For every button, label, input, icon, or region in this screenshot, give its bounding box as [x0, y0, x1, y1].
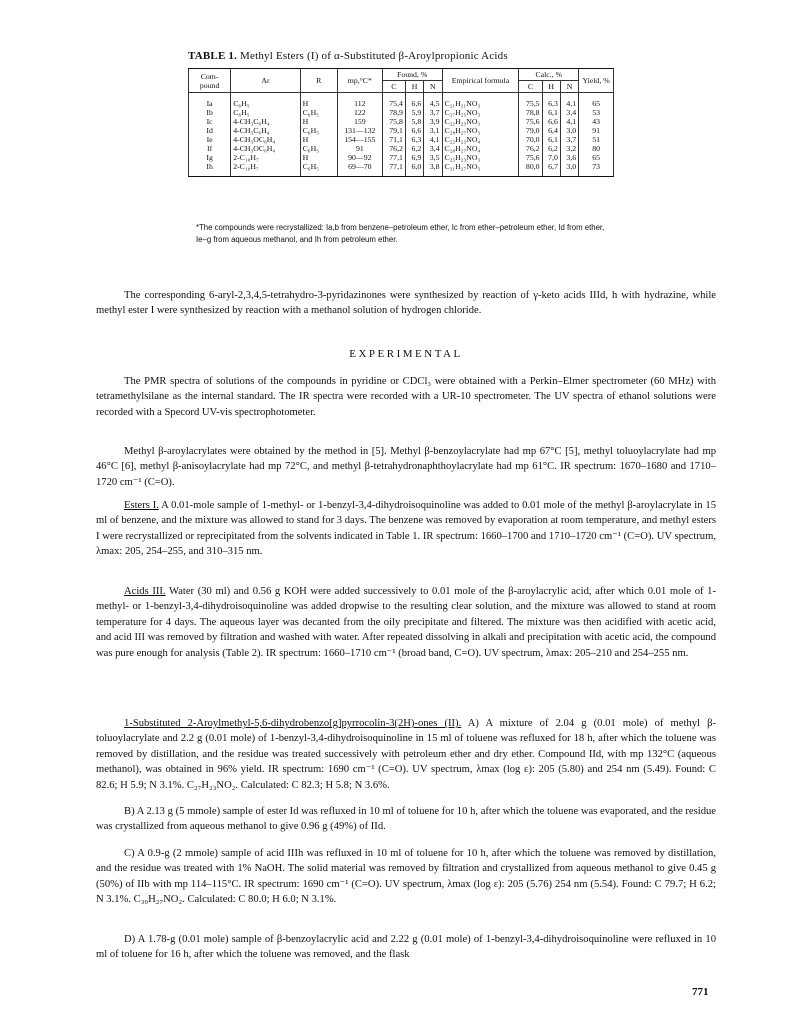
- cell-cc: 78,8: [519, 108, 542, 117]
- header-calc-c: C: [519, 81, 542, 93]
- cell-ar: C₆H₅: [231, 108, 300, 117]
- cell-mp: 69—70: [337, 162, 382, 177]
- table-row: [189, 126, 614, 135]
- cell-cc: 75,5: [519, 93, 542, 109]
- cell-fh: 6,6: [405, 126, 423, 135]
- header-calc-h: H: [542, 81, 560, 93]
- cell-fh: 6,2: [405, 144, 423, 153]
- cell-fn: 4,5: [424, 93, 442, 109]
- cell-fn: 4,1: [424, 135, 442, 144]
- cell-r: H: [300, 93, 337, 109]
- cell-cn: 4,1: [560, 93, 578, 109]
- header-found: Found, %: [382, 69, 442, 81]
- cell-ch: 7,0: [542, 153, 560, 162]
- cell-cn: 3,4: [560, 108, 578, 117]
- table-caption: Methyl Esters (I) of α-Substituted β-Aroylpropionic Acids: [240, 50, 508, 62]
- cell-fc: 79,1: [382, 126, 405, 135]
- cell-fc: 75,8: [382, 117, 405, 126]
- cell-yield: 73: [579, 162, 614, 177]
- cell-ch: 6,2: [542, 144, 560, 153]
- cell-ar: 4-CH₃C₆H₄: [231, 126, 300, 135]
- cell-mp: 112: [337, 93, 382, 109]
- cell-ch: 6,1: [542, 108, 560, 117]
- paragraph-pyrrocolinones: [96, 716, 716, 793]
- header-compound: Com-pound: [189, 69, 231, 93]
- cell-cpd: If: [189, 144, 231, 153]
- header-found-n: N: [424, 81, 442, 93]
- cell-fn: 3,9: [424, 117, 442, 126]
- cell-cc: 79,0: [519, 126, 542, 135]
- pyrrocolinones-subtitle: 1-Substituted 2-Aroylmethyl-5,6-dihydrobenzo[g]pyrrocolin-3(2H)-ones (II).: [124, 718, 462, 729]
- cell-cpd: Ih: [189, 162, 231, 177]
- page-number: 771: [692, 986, 709, 998]
- cell-cpd: Ia: [189, 93, 231, 109]
- paragraph-method-c: C) A 0.9-g (2 mmole) sample of acid IIIh was refluxed in 10 ml of toluene for 10 h, after which the toluene was removed by distillation, and the residue was treated with 1% NaOH. The solid material was removed by filtration and crystallized from aqueous methanol to give 0.45 g (50%) of IIb with mp 114–115°C. IR spectrum: 1690 cm⁻¹ (C=O). UV spectrum, λmax (log ε): 205 (5.76) 254 nm (5.54). Found: C 79.7; H 6.2; N 3.1%. C₃₀H₂₇NO₂. Calculated: C 80.0; H 6.0; N 3.1%.: [96, 848, 716, 906]
- cell-cn: 3,6: [560, 153, 578, 162]
- header-calc: Calc., %: [519, 69, 579, 81]
- table-row: [189, 162, 614, 177]
- cell-fh: 5,8: [405, 117, 423, 126]
- cell-mp: 90—92: [337, 153, 382, 162]
- table-row: [189, 108, 614, 117]
- paragraph-method-b: B) A 2.13 g (5 mmole) sample of ester Id was refluxed in 10 ml of toluene for 10 h, after which the toluene was evaporated, and the residue was crystallized from aqueous methanol to give 0.96 g (49%) of IId.: [96, 806, 716, 833]
- cell-mp: 91: [337, 144, 382, 153]
- cell-yield: 43: [579, 117, 614, 126]
- cell-fn: 3,4: [424, 144, 442, 153]
- cell-r: C₆H₅: [300, 144, 337, 153]
- cell-cc: 80,0: [519, 162, 542, 177]
- table-row: [189, 117, 614, 126]
- table-label: TABLE 1.: [188, 50, 238, 62]
- paragraph-spectra: The PMR spectra of solutions of the compounds in pyridine or CDCl₃ were obtained with a Perkin–Elmer spectrometer (60 MHz) with tetramethylsilane as the internal standard. The IR spectra were recorded with a UR-10 spectrometer. The UV spectra of ethanol solutions were recorded with a Specord UV-vis spectrophotometer.: [96, 376, 716, 418]
- cell-ch: 6,1: [542, 135, 560, 144]
- cell-cn: 3,0: [560, 126, 578, 135]
- cell-fh: 6,6: [405, 93, 423, 109]
- cell-cn: 3,0: [560, 162, 578, 177]
- table-body: [189, 93, 614, 177]
- cell-r: C₆H₅: [300, 162, 337, 177]
- cell-ar: C₆H₅: [231, 93, 300, 109]
- cell-r: C₆H₅: [300, 108, 337, 117]
- header-mp: mp,°C*: [337, 69, 382, 93]
- cell-fn: 3,1: [424, 126, 442, 135]
- cell-fn: 3,5: [424, 153, 442, 162]
- cell-cn: 3,7: [560, 135, 578, 144]
- header-found-c: C: [382, 81, 405, 93]
- cell-cpd: Ig: [189, 153, 231, 162]
- paragraph-esters: [96, 498, 716, 560]
- cell-fc: 77,1: [382, 153, 405, 162]
- header-r: R: [300, 69, 337, 93]
- cell-ch: 6,7: [542, 162, 560, 177]
- cell-fh: 5,9: [405, 108, 423, 117]
- cell-cpd: Ic: [189, 117, 231, 126]
- paragraph-acrylates: Methyl β-aroylacrylates were obtained by the method in [5]. Methyl β-benzoylacrylate had mp 67°C [5], methyl toluoylacrylate had mp 46°C [6], methyl β-anisoylacrylate had mp 72°C, and methyl β-tetrahydronaphthoylacrylate had mp 61°C. IR spectrum: 1670–1680 and 1710–1720 cm⁻¹ (C=O).: [96, 446, 716, 488]
- cell-ch: 6,3: [542, 93, 560, 109]
- cell-formula: C₂₂H₂₃NO₃: [442, 117, 519, 126]
- cell-ch: 6,6: [542, 117, 560, 126]
- table-title: [188, 50, 638, 62]
- cell-cc: 75,6: [519, 153, 542, 162]
- cell-fc: 76,2: [382, 144, 405, 153]
- cell-formula: C₂₈H₂₇NO₄: [442, 144, 519, 153]
- cell-formula: C₃₁H₂₇NO₃: [442, 162, 519, 177]
- cell-ar: 2-C₁₀H₇: [231, 162, 300, 177]
- header-yield: Yield, %: [579, 69, 614, 93]
- cell-r: C₆H₅: [300, 126, 337, 135]
- table-row: [189, 153, 614, 162]
- paragraph-pyridazinones: The corresponding 6-aryl-2,3,4,5-tetrahydro-3-pyridazinones were synthesized by reaction of γ-keto acids IIId, h with hydrazine, while methyl ester I were synthesized by reaction with a methanol solution of hydrogen chloride.: [96, 290, 716, 317]
- header-ar: Ar: [231, 69, 300, 93]
- cell-r: H: [300, 153, 337, 162]
- cell-formula: C₂₂H₂₃NO₄: [442, 135, 519, 144]
- header-calc-n: N: [560, 81, 578, 93]
- table-row: [189, 144, 614, 153]
- cell-formula: C₂₅H₂₃NO₃: [442, 153, 519, 162]
- acids-body: Water (30 ml) and 0.56 g KOH were added successively to 0.01 mole of the β-aroylacrylic acid, after which 0.01 mole of 1-methyl- or 1-benzyl-3,4-dihydroisoquinoline was added dropwise to the resulting clear solution, and the mixture was allowed to stand at room temperature for 4 days. The aqueous layer was decanted from the oily precipitate and filtered. The mixture was then acidified with acetic acid, and acid III was removed by filtration and washed with water. After repeated dissolving in alkali and precipitation with acetic acid, the compound was pure enough for analysis (Table 2). IR spectrum: 1660–1710 cm⁻¹ (broad band, C=O). UV spectrum, λmax: 205–210 and 254–255 nm.: [96, 586, 716, 659]
- table-row: [189, 135, 614, 144]
- pyrrocolinones-body: A) A mixture of 2.04 g (0.01 mole) of methyl β-toluoylacrylate and 2.2 g (0.01 mole) of 1-benzyl-3,4-dihydroisoquinoline in 15 ml of toluene was refluxed for 18 h, after which the toluene was removed by distillation, and the residue was treated successively with petroleum ether and dry ether. Compound IId, with mp 132°C (aqueous methanol), was obtained in 96% yield. IR spectrum: 1690 cm⁻¹ (C=O). UV spectrum, λmax (log ε): 205 (5.80) and 254 nm (5.49). Found: C 82.6; H 5.9; N 3.1%. C₂₇H₂₃NO₂. Calculated: C 82.3; H 5.8; N 3.6%.: [96, 718, 716, 791]
- cell-fh: 6,0: [405, 162, 423, 177]
- cell-fn: 3,8: [424, 162, 442, 177]
- cell-fh: 6,9: [405, 153, 423, 162]
- esters-body: A 0.01-mole sample of 1-methyl- or 1-benzyl-3,4-dihydroisoquinoline was added to 0.01 mole of the methyl β-aroylacrylate in 15 ml of benzene, and the mixture was allowed to stand for 3 days. The benzene was removed by evaporation at room temperature, and methyl esters I were recrystallized or reprecipitated from the solvents indicated in Table 1. IR spectrum: 1660–1700 and 1710–1720 cm⁻¹ (C=O). UV spectrum, λmax: 205, 254–255, and 310–315 nm.: [96, 500, 716, 558]
- cell-ar: 4-CH₃OC₆H₄: [231, 135, 300, 144]
- acids-subtitle: Acids III.: [124, 586, 166, 597]
- esters-table: [188, 68, 614, 177]
- header-formula: Empirical formula: [442, 69, 519, 93]
- header-found-h: H: [405, 81, 423, 93]
- cell-r: H: [300, 135, 337, 144]
- cell-mp: 131—132: [337, 126, 382, 135]
- cell-cpd: Ib: [189, 108, 231, 117]
- cell-mp: 154—155: [337, 135, 382, 144]
- cell-formula: C₂₇H₂₅NO₃: [442, 108, 519, 117]
- cell-formula: C₂₈H₂₇NO₃: [442, 126, 519, 135]
- table-footnote: *The compounds were recrystallized: Ia,b from benzene–petroleum ether, Ic from ether–petroleum ether, Id from ether, Ie–g from aqueous methanol, and Ih from petroleum ether.: [196, 223, 605, 244]
- section-heading: EXPERIMENTAL: [349, 348, 463, 360]
- cell-r: H: [300, 117, 337, 126]
- cell-yield: 80: [579, 144, 614, 153]
- cell-yield: 91: [579, 126, 614, 135]
- cell-mp: 122: [337, 108, 382, 117]
- paragraph-acids: [96, 584, 716, 661]
- cell-ar: 4-CH₃OC₆H₄: [231, 144, 300, 153]
- cell-cc: 76,2: [519, 144, 542, 153]
- cell-cn: 3,2: [560, 144, 578, 153]
- cell-formula: C₂₁H₂₁NO₃: [442, 93, 519, 109]
- cell-cpd: Id: [189, 126, 231, 135]
- cell-yield: 65: [579, 93, 614, 109]
- cell-fn: 3,7: [424, 108, 442, 117]
- cell-fc: 71,1: [382, 135, 405, 144]
- cell-ch: 6,4: [542, 126, 560, 135]
- cell-yield: 51: [579, 135, 614, 144]
- cell-yield: 65: [579, 153, 614, 162]
- cell-mp: 159: [337, 117, 382, 126]
- paragraph-method-d: D) A 1.78-g (0.01 mole) sample of β-benzoylacrylic acid and 2.22 g (0.01 mole) of 1-benzyl-3,4-dihydroisoquinoline were refluxed in 10 ml of toluene for 16 h, after which the toluene was removed, and the flask: [96, 934, 716, 961]
- cell-cc: 75,6: [519, 117, 542, 126]
- cell-fc: 75,4: [382, 93, 405, 109]
- cell-ar: 4-CH₃C₆H₄: [231, 117, 300, 126]
- cell-fc: 77,1: [382, 162, 405, 177]
- table-row: [189, 93, 614, 109]
- cell-cc: 70,0: [519, 135, 542, 144]
- cell-cn: 4,1: [560, 117, 578, 126]
- cell-yield: 53: [579, 108, 614, 117]
- esters-subtitle: Esters I.: [124, 500, 159, 511]
- cell-fh: 6,3: [405, 135, 423, 144]
- cell-ar: 2-C₁₀H₇: [231, 153, 300, 162]
- cell-fc: 78,9: [382, 108, 405, 117]
- cell-cpd: Ie: [189, 135, 231, 144]
